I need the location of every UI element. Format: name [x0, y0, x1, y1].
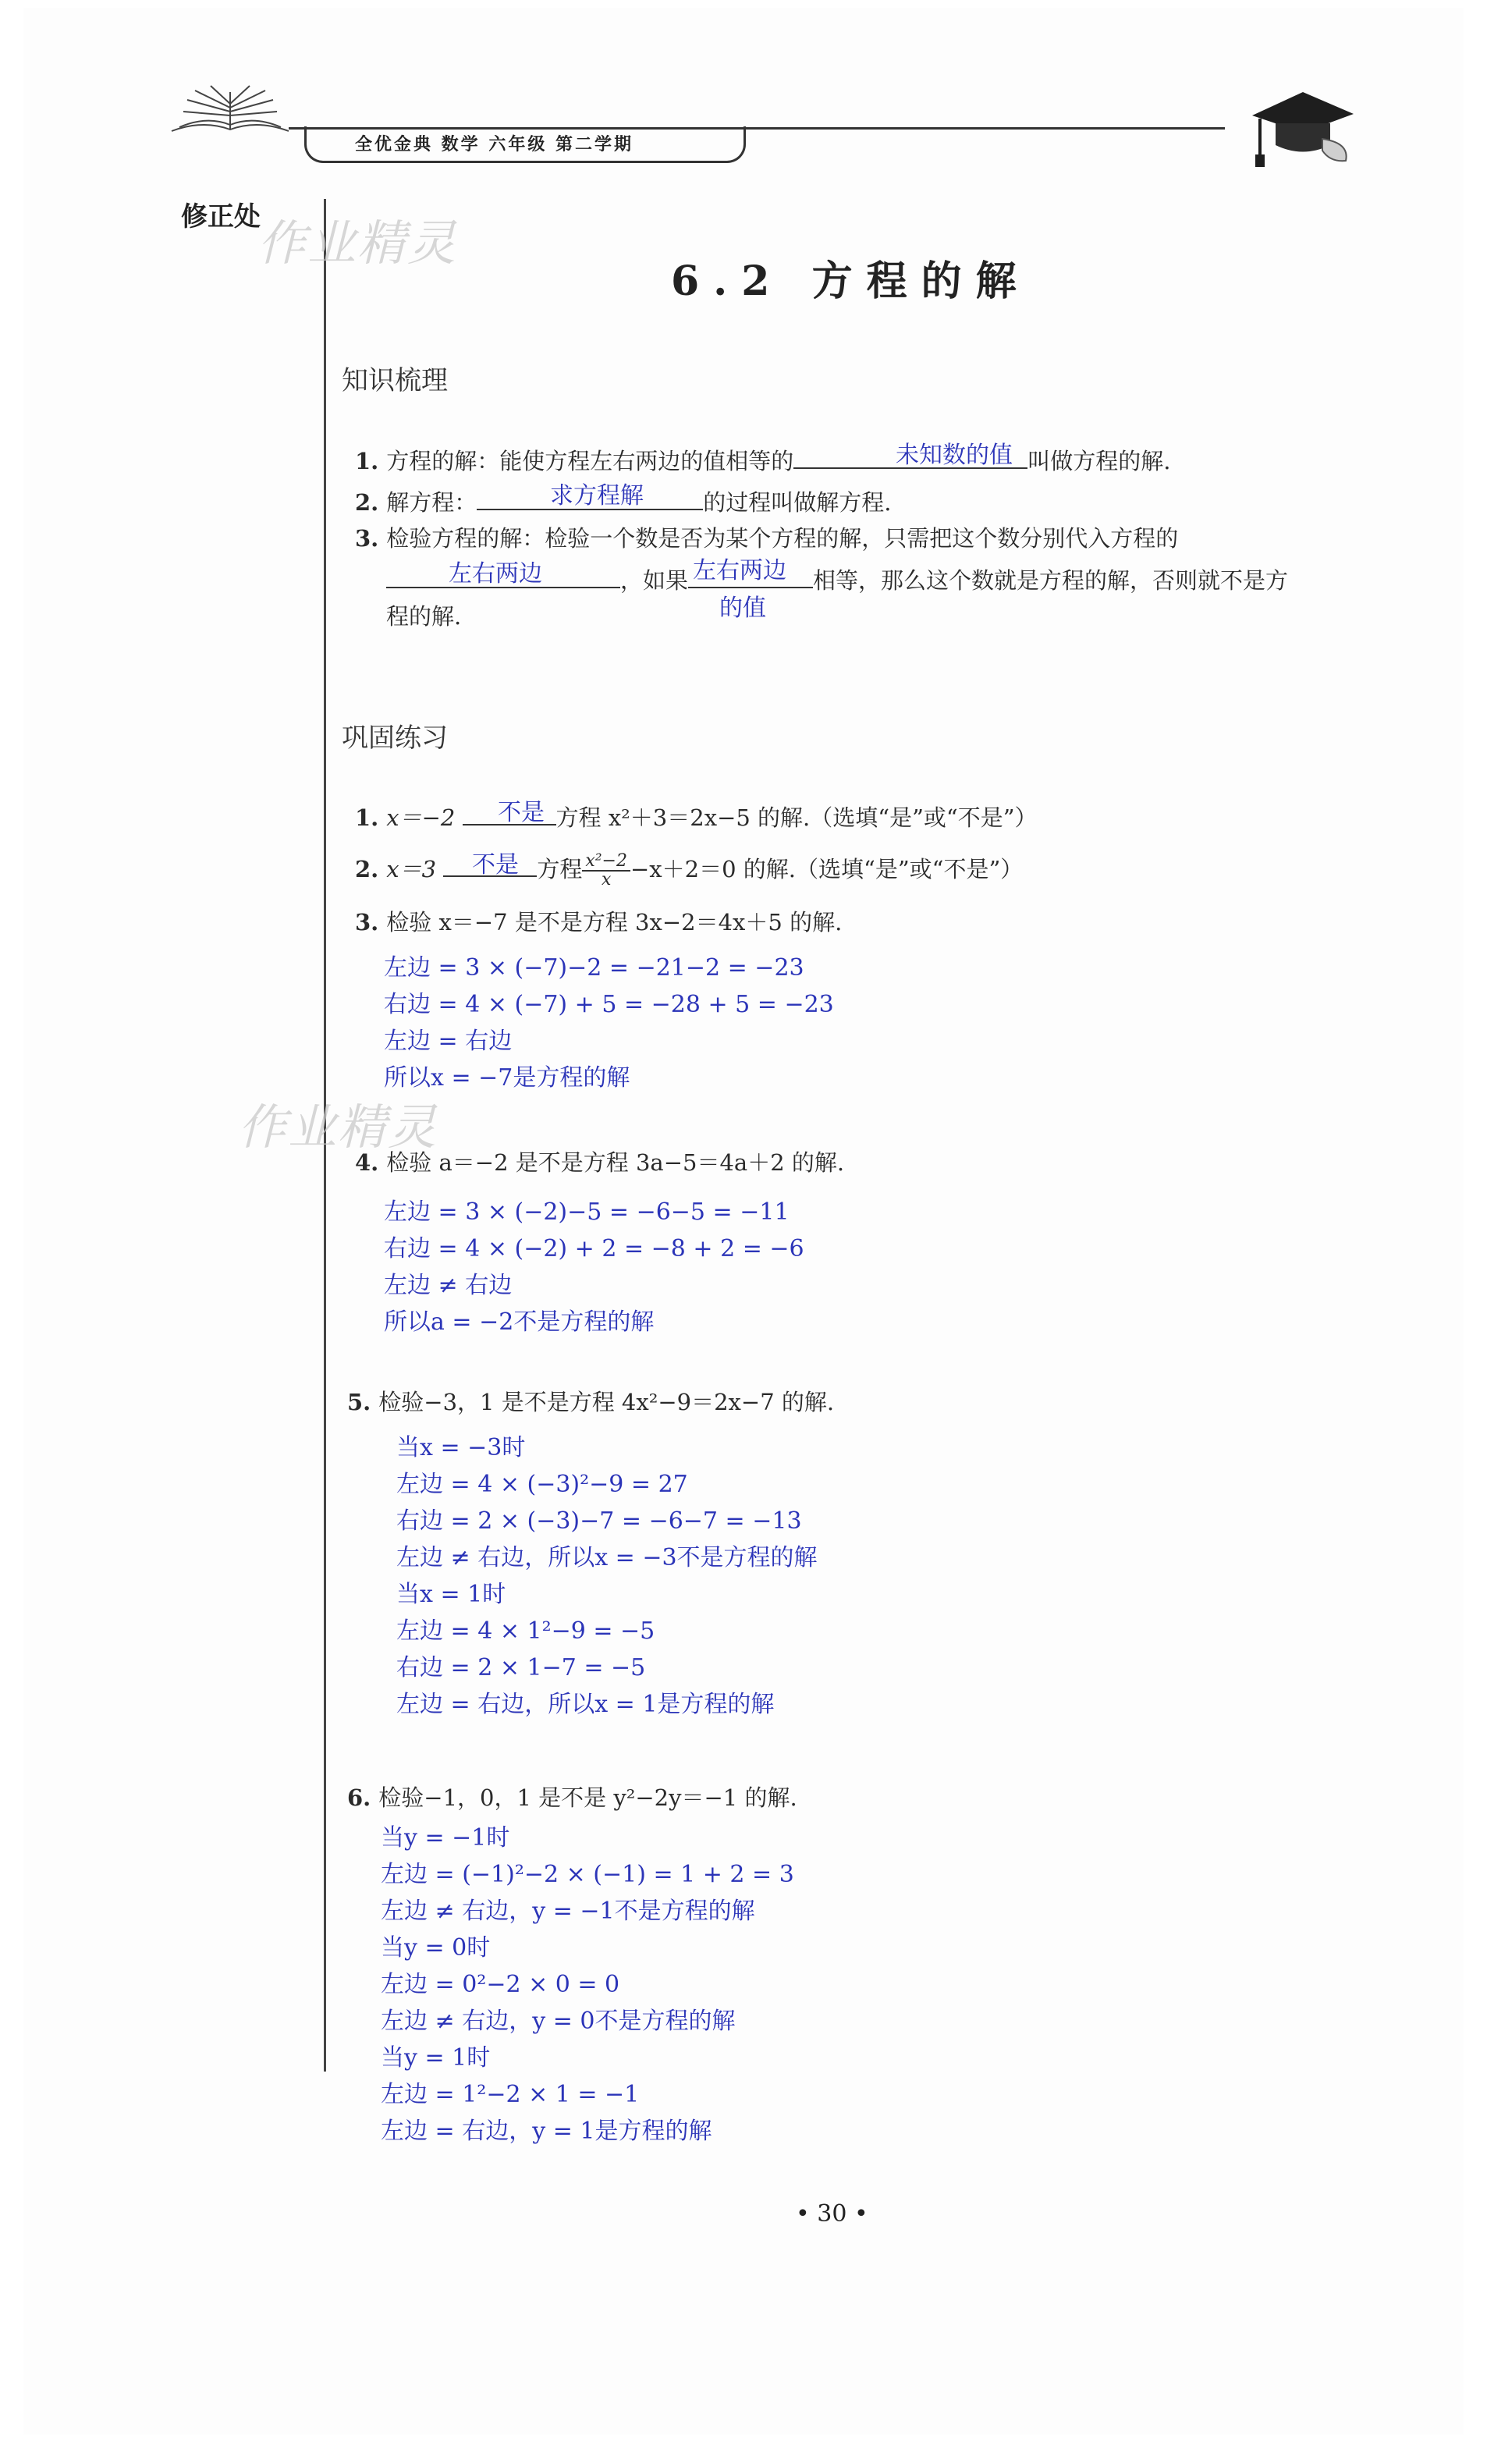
fraction-numerator: x²−2 — [582, 853, 630, 872]
fraction-denominator: x — [601, 870, 612, 889]
item-text: 方程的解：能使方程左右两边的值相等的 — [386, 448, 794, 474]
answer-line: 右边 = 2 × (−3)−7 = −6−7 = −13 — [396, 1507, 802, 1535]
section-heading-knowledge: 知识梳理 — [342, 365, 448, 396]
item-number: 3. — [355, 525, 379, 552]
answer-line: 右边 = 2 × 1−7 = −5 — [396, 1654, 646, 1681]
item-number: 2. — [355, 856, 379, 882]
watermark: 作业精灵 — [257, 215, 458, 272]
answer-line: 当x = 1时 — [396, 1581, 506, 1608]
handwritten-answer: 不是 — [472, 851, 519, 879]
item-text: 方程 — [537, 856, 583, 882]
answer-line: 左边 = 右边 — [384, 1028, 513, 1055]
item-text: −x＋2＝0 的解.（选填“是”或“不是”） — [630, 856, 1024, 882]
item-number: 2. — [355, 489, 379, 516]
item-text: 检验 x＝−7 是不是方程 3x−2＝4x＋5 的解. — [386, 909, 843, 936]
answer-line: 所以a = −2不是方程的解 — [384, 1308, 655, 1336]
knowledge-item-1 — [355, 441, 1171, 476]
item-text: 的过程叫做解方程. — [703, 489, 892, 516]
item-number: 4. — [355, 1149, 379, 1176]
item-text: x＝3 — [386, 856, 437, 882]
section-heading-practice: 巩固练习 — [342, 723, 448, 754]
item-number: 5. — [347, 1389, 371, 1415]
answer-line: 所以x = −7是方程的解 — [384, 1064, 630, 1092]
watermark: 作业精灵 — [238, 1099, 438, 1156]
practice-item-6 — [347, 1781, 797, 1812]
page-number: • 30 • — [796, 2200, 868, 2228]
handwritten-answer: 左右两边 — [449, 560, 542, 588]
fraction — [582, 853, 630, 889]
answer-line: 右边 = 4 × (−2) + 2 = −8 + 2 = −6 — [384, 1235, 804, 1262]
answer-line: 左边 = 右边，所以x = 1是方程的解 — [396, 1691, 775, 1718]
practice-item-3 — [355, 905, 842, 937]
handwritten-answer: 的值 — [719, 595, 766, 622]
knowledge-item-3-line3: 程的解. — [386, 603, 462, 630]
item-text: 解方程： — [386, 489, 477, 516]
item-text: 检验−3，1 是不是方程 4x²−9＝2x−7 的解. — [378, 1389, 835, 1415]
answer-line: 当y = −1时 — [381, 1824, 510, 1852]
item-text: x＝−2 — [386, 804, 456, 831]
item-number: 1. — [355, 804, 379, 831]
answer-line: 左边 = 1²−2 × 1 = −1 — [381, 2081, 640, 2108]
answer-line: 左边 ≠ 右边，所以x = −3不是方程的解 — [396, 1544, 818, 1571]
item-text: 叫做方程的解. — [1027, 448, 1171, 474]
item-text: 检验 a＝−2 是不是方程 3a−5＝4a＋2 的解. — [386, 1149, 845, 1176]
item-number: 1. — [355, 448, 379, 474]
graduation-cap-icon — [1244, 84, 1361, 170]
handwritten-answer: 不是 — [498, 799, 545, 826]
answer-line: 左边 = 3 × (−2)−5 = −6−5 = −11 — [384, 1198, 790, 1226]
item-number: 3. — [355, 909, 379, 936]
practice-item-2 — [355, 849, 1023, 889]
answer-line: 左边 = 3 × (−7)−2 = −21−2 = −23 — [384, 954, 804, 982]
header-title: 全优金典 数学 六年级 第二学期 — [355, 134, 633, 154]
practice-item-1 — [355, 797, 1038, 833]
answer-line: 当y = 1时 — [381, 2044, 491, 2072]
answer-line: 左边 ≠ 右边 — [384, 1272, 513, 1299]
answer-line: 右边 = 4 × (−7) + 5 = −28 + 5 = −23 — [384, 991, 834, 1018]
correction-margin-label: 修正处 — [181, 201, 261, 233]
answer-line: 左边 = 4 × (−3)²−9 = 27 — [396, 1471, 688, 1498]
answer-line: 左边 = (−1)²−2 × (−1) = 1 + 2 = 3 — [381, 1861, 794, 1888]
item-text: 方程 x²＋3＝2x−5 的解.（选填“是”或“不是”） — [555, 804, 1038, 831]
answer-line: 当x = −3时 — [396, 1434, 526, 1461]
open-book-icon — [164, 84, 296, 139]
handwritten-answer: 求方程解 — [550, 482, 644, 509]
practice-item-5 — [347, 1385, 834, 1417]
knowledge-item-3 — [355, 521, 1178, 553]
lesson-title: 6.2 方程的解 — [671, 257, 1031, 305]
item-text: ，如果 — [620, 567, 689, 594]
answer-line: 左边 = 4 × 1²−9 = −5 — [396, 1617, 655, 1645]
answer-line: 左边 ≠ 右边，y = 0不是方程的解 — [381, 2008, 736, 2035]
item-text: 检验方程的解：检验一个数是否为某个方程的解，只需把这个数分别代入方程的 — [386, 525, 1179, 552]
handwritten-answer: 左右两边 — [693, 557, 786, 584]
handwritten-answer: 未知数的值 — [896, 442, 1013, 469]
item-text: 相等，那么这个数就是方程的解，否则就不是方 — [813, 567, 1289, 594]
practice-item-4 — [355, 1145, 844, 1177]
answer-line: 左边 = 0²−2 × 0 = 0 — [381, 1971, 620, 1998]
answer-line: 左边 ≠ 右边，y = −1不是方程的解 — [381, 1898, 755, 1925]
answer-line: 当y = 0时 — [381, 1934, 491, 1962]
item-text: 检验−1，0，1 是不是 y²−2y＝−1 的解. — [378, 1784, 797, 1811]
item-number: 6. — [347, 1784, 371, 1811]
answer-line: 左边 = 右边，y = 1是方程的解 — [381, 2118, 712, 2145]
